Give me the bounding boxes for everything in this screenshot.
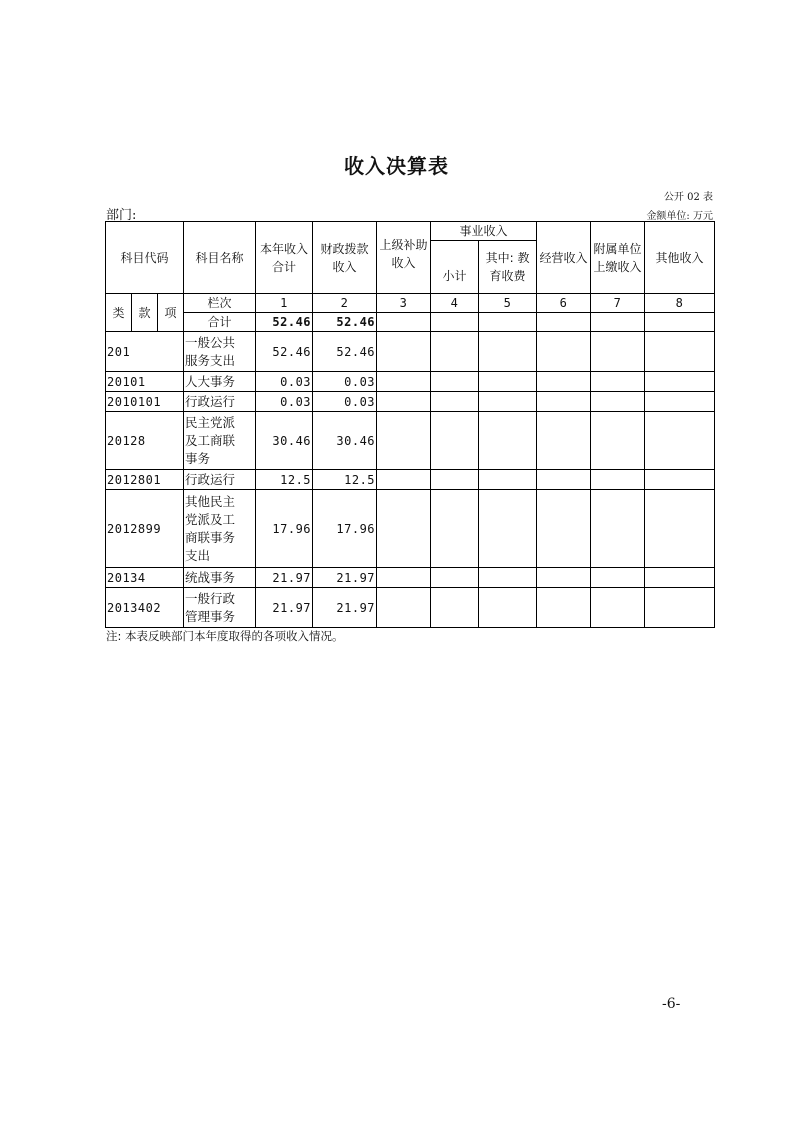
row-name: 统战事务 (184, 568, 256, 588)
row-code: 20101 (106, 372, 184, 392)
table-row (106, 588, 715, 628)
total-row (106, 313, 715, 332)
total-label: 合计 (184, 313, 256, 332)
header-fiscal-line2: 收入 (332, 259, 357, 274)
row-fiscal: 30.46 (313, 412, 377, 470)
header-superior-line1: 上级补助 (379, 238, 428, 252)
column-number: 8 (645, 294, 715, 313)
header-business-education (479, 241, 537, 294)
row-fiscal: 52.46 (313, 332, 377, 372)
row-code: 2013402 (106, 588, 184, 628)
row-code: 2012801 (106, 470, 184, 490)
row-name: 一般公共 服务支出 (184, 332, 256, 372)
column-number: 7 (591, 294, 645, 313)
header-affiliated-line1: 附属单位 (593, 241, 642, 256)
row-code: 2012899 (106, 490, 184, 568)
row-fiscal: 21.97 (313, 588, 377, 628)
table-row (106, 470, 715, 490)
header-fiscal-line1: 财政拨款 (320, 241, 369, 256)
column-number-label: 栏次 (184, 294, 256, 313)
page-title: 收入决算表 (344, 154, 449, 178)
header-subject-name: 科目名称 (184, 222, 256, 294)
row-total: 17.96 (256, 490, 313, 568)
header-total-income (256, 222, 313, 294)
table-row (106, 412, 715, 470)
total-income-value: 52.46 (256, 313, 313, 332)
header-operating-income: 经营收入 (537, 222, 591, 294)
unit-label: 金额单位: 万元 (646, 211, 713, 222)
header-business-subtotal: 小计 (431, 241, 479, 294)
header-affiliated-line2: 上缴收入 (593, 259, 642, 274)
row-fiscal: 0.03 (313, 372, 377, 392)
column-number: 2 (313, 294, 377, 313)
header-superior-line2: 收入 (391, 256, 416, 270)
table-note: 注: 本表反映部门本年度取得的各项收入情况。 (106, 629, 344, 643)
row-name: 行政运行 (184, 470, 256, 490)
income-table (105, 221, 715, 628)
table-row (106, 332, 715, 372)
header-other-income: 其他收入 (645, 222, 715, 294)
column-number: 4 (431, 294, 479, 313)
header-superior-subsidy (377, 222, 431, 294)
header-business-income: 事业收入 (431, 222, 537, 241)
form-number: 公开 02 表 (663, 192, 713, 203)
row-total: 21.97 (256, 588, 313, 628)
header-fiscal-income (313, 222, 377, 294)
row-code: 20128 (106, 412, 184, 470)
column-number: 6 (537, 294, 591, 313)
row-total: 0.03 (256, 392, 313, 412)
row-total: 30.46 (256, 412, 313, 470)
column-number: 5 (479, 294, 537, 313)
header-subject-code: 科目代码 (106, 222, 184, 294)
column-number: 3 (377, 294, 431, 313)
header-kuan: 款 (132, 294, 158, 332)
total-fiscal-value: 52.46 (313, 313, 377, 332)
row-code: 2010101 (106, 392, 184, 412)
row-name: 人大事务 (184, 372, 256, 392)
row-fiscal: 0.03 (313, 392, 377, 412)
row-fiscal: 12.5 (313, 470, 377, 490)
row-total: 52.46 (256, 332, 313, 372)
table-row (106, 392, 715, 412)
header-affiliated-income (591, 222, 645, 294)
row-total: 12.5 (256, 470, 313, 490)
table-row (106, 372, 715, 392)
header-total-income-line1: 本年收入 (260, 241, 309, 256)
row-code: 20134 (106, 568, 184, 588)
table-row (106, 490, 715, 568)
table-row (106, 568, 715, 588)
header-education-line1: 其中: 教 (485, 251, 530, 265)
header-lei: 类 (106, 294, 132, 332)
row-name: 民主党派 及工商联 事务 (184, 412, 256, 470)
header-xiang: 项 (158, 294, 184, 332)
row-fiscal: 17.96 (313, 490, 377, 568)
row-fiscal: 21.97 (313, 568, 377, 588)
column-number: 1 (256, 294, 313, 313)
row-name: 其他民主 党派及工 商联事务 支出 (184, 490, 256, 568)
row-total: 21.97 (256, 568, 313, 588)
row-name: 行政运行 (184, 392, 256, 412)
department-label: 部门: (106, 208, 137, 223)
header-total-income-line2: 合计 (272, 259, 297, 274)
page-number: -6- (662, 996, 681, 1012)
row-code: 201 (106, 332, 184, 372)
row-name: 一般行政 管理事务 (184, 588, 256, 628)
row-total: 0.03 (256, 372, 313, 392)
header-education-line2: 育收费 (489, 269, 526, 283)
